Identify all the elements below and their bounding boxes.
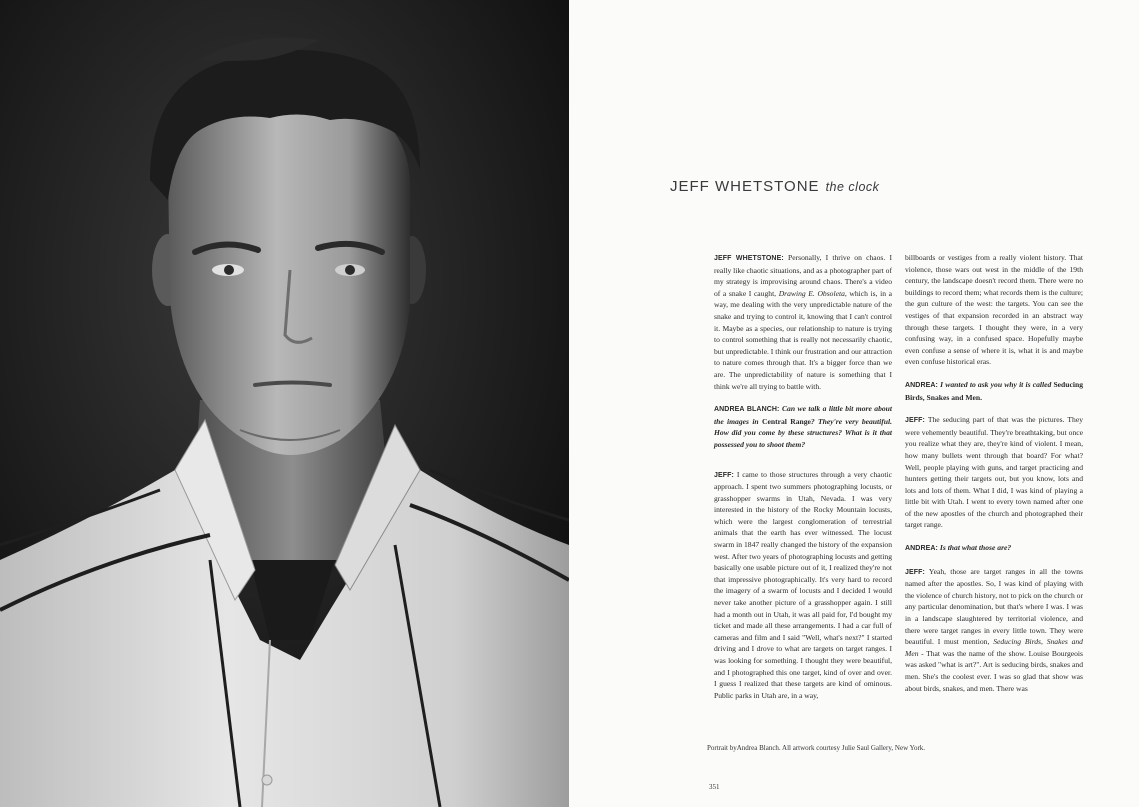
speaker-label: ANDREA: [905, 545, 938, 553]
article-page [569, 0, 1139, 807]
paragraph [905, 566, 1083, 695]
question-paragraph [714, 403, 892, 450]
speaker-label: ANDREA: [905, 381, 938, 389]
text-column-right [905, 252, 1083, 705]
paragraph [714, 252, 892, 392]
question-paragraph [905, 542, 1083, 555]
question-end: . [980, 392, 983, 402]
question-text: I wanted to ask you why it is called [940, 379, 1054, 389]
work-title: Seducing Birds, Snakes and Men [905, 637, 1083, 658]
speaker-label: JEFF: [905, 417, 925, 425]
question-text: ? They're very beautiful. How did you come by these structures? What is it that possessed you to shoot them? [714, 416, 892, 449]
paragraph [905, 414, 1083, 531]
work-title: Central Range [762, 416, 811, 426]
portrait-photo [0, 0, 569, 807]
article-name: JEFF WHETSTONE [670, 178, 820, 195]
article-subtitle: the clock [825, 180, 880, 194]
question-text: Can we talk a little bit more about the images in [714, 404, 892, 426]
text-column-left [714, 252, 892, 712]
article-title [670, 178, 879, 196]
answer-text: Personally, I thrive on chaos. I really like chaotic situations, and as a photographer part of my strategy is improvising around chaos. There's a video of a snake I caught, [714, 253, 893, 298]
paragraph [905, 252, 1083, 368]
speaker-label: JEFF: [905, 568, 925, 576]
answer-text: , which is, in a way, me dealing with the very unpredictable nature of the snake and trying to control it, knowing that I can't control it. Maybe as a species, our relationship to nature is trying to control something that is really not necessarily chaotic, but unpredictable. I think our frustration and our attraction to nature comes through that. It's a bigger force than we are. The unpredictability of nature is something that I think we're all trying to battle with. [714, 288, 892, 391]
answer-text: billboards or vestiges from a really violent history. That violence, those wars out west in the middle of the 19th century, the landscape doesn't record them. There were no buildings to record them; what records them is the culture; the gun culture of the west: the targets. You can see the vestiges of that expansion recorded in an abstract way through these targets. I thought they were, in a very confusing way, in a confused space. Hopefully maybe even confuse a sense of where it is, what it is and maybe even confuse historical eras. [905, 253, 1083, 367]
answer-text: I came to those structures through a very chaotic approach. I spent two summers photographing locusts, or grasshopper swarms in Utah, Nevada. I was very interested in the history of the Rocky Mountain locusts, which were the largest conglomeration of terrestrial animals that the earth has ever witnessed. The locust swarm in 1847 really changed the history of the expansion west. After two years of photographing locusts and getting basically one usable picture out of it, I realized they're not that impressive photographically. It's very hard to record the imagery of a swarm of locusts and I decided I would never take another picture of a grasshopper again. I still had a month out in Utah, it was all paid for, I'd bought my ticket and made all these arrangements. I had a car full of cameras and film and I said "Well, what's next?" I started driving and I drove to what are targets on target ranges. I was looking for something. I thought they were beautiful, and I photographed this one target, kind of over and over. I guess I realized that these targets are kind of ominous. Public parks in Utah are, in a way, [714, 469, 892, 700]
answer-text: - That was the name of the show. Louise Bourgeois was asked "what is art?". Art is seducing birds, snakes and men. She's the coolest ever. I was so glad that show was about birds, snakes, and men. There was [905, 648, 1083, 693]
speaker-label: ANDREA BLANCH: [714, 406, 780, 414]
answer-text: Yeah, those are target ranges in all the towns named after the apostles. So, I was kind of playing with the violence of church history, not to pick on the church or any particular denomination, but that's where I was. I was in a landscape slaughtered by territorial violence, and there were target ranges in every little town. They were beautiful. I must mention, [905, 566, 1084, 647]
work-title: Drawing E. Obsoleta [778, 288, 845, 298]
page-number: 351 [709, 783, 720, 791]
speaker-label: JEFF WHETSTONE: [714, 255, 784, 262]
work-title: Seducing Birds, Snakes and Men [905, 379, 1083, 402]
question-paragraph [905, 379, 1083, 403]
photo-credit: Portrait byAndrea Blanch. All artwork courtesy Julie Saul Gallery, New York. [707, 744, 926, 752]
answer-text: The seducing part of that was the pictures. They were vehemently beautiful. They're breathtaking, but once you realize what they are, they're kind of violent. I mean, how many bullets went through that board? For what? Well, people playing with guns, and target practicing and hunters getting their targets out, but you know, lots and lots and lots of them. What I did, I was kind of playing a little bit with Utah. I went to every town named after one of the new apostles of the church and photographed their target range. [905, 415, 1083, 530]
question-text: Is that what those are? [939, 543, 1012, 553]
paragraph [714, 469, 892, 702]
speaker-label: JEFF: [714, 471, 734, 479]
